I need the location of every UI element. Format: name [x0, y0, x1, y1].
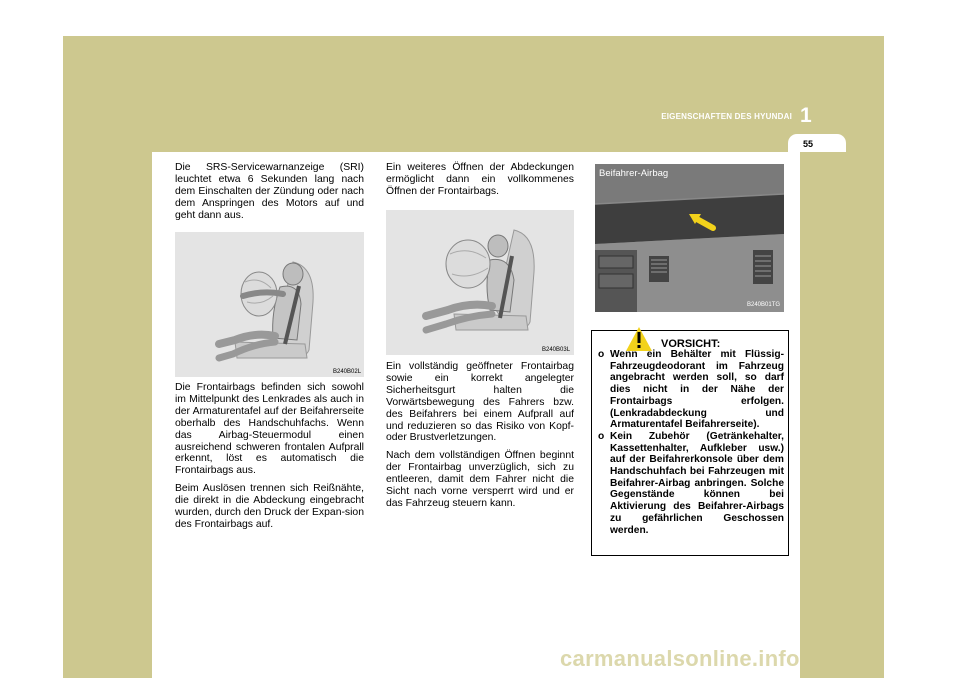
figure-code: B240B01TG	[747, 302, 781, 308]
caution-item-text: Wenn ein Behälter mit Flüssig-Fahrzeugdeodorant im Fahrzeug angebracht werden soll, so darf dies nicht in der Nähe der Frontairbags erfolgen. (Lenkradabdeckung und Armaturentafel Beifahrerseite).	[610, 349, 784, 431]
column-1	[175, 162, 364, 228]
caution-item-text: Kein Zubehör (Getränkehalter, Kassettenhalter, Aufkleber usw.) auf der Beifahrerkonsole über dem Handschuhfach bei Fahrzeugen mit Beifahrer-Airbag anbringen. Solche Gegenstände können bei Aktivierung des Beifahrer-Airbags zu gefährlichen Geschossen werden.	[610, 430, 784, 536]
paragraph: Die Frontairbags befinden sich sowohl im Mittelpunkt des Lenkrades als auch in der Armaturentafel auf der Beifahrerseite oberhalb des Handschuhfachs. Wenn das Airbag-Steuermodul einen ausreichend schweren frontalen Aufprall erkennt, löst es automatisch die Frontairbags aus.	[175, 382, 364, 477]
bullet: o	[598, 349, 605, 360]
column-1-lower	[175, 382, 364, 537]
list-item	[598, 431, 784, 536]
figure-code: B240B03L	[542, 347, 571, 353]
column-2-lower	[386, 361, 574, 516]
airbag-deploy-figure-1	[175, 232, 364, 377]
watermark: carmanualsonline.info	[560, 646, 800, 671]
paragraph: Beim Auslösen trennen sich Reißnähte, die direkt in die Abdeckung eingebracht wurden, durch den Druck der Expan-sion des Frontairbags auf.	[175, 483, 364, 530]
column-2	[386, 162, 574, 204]
passenger-airbag-figure	[595, 164, 784, 312]
chapter-number: 1	[800, 104, 812, 127]
paragraph: Nach dem vollständigen Öffnen beginnt der Frontairbag unverzüglich, sich zu entleeren, damit dem Fahrer nicht die Sicht nach vorne versperrt wird und er das Fahrzeug steuern kann.	[386, 450, 574, 509]
paragraph: Ein vollständig geöffneter Frontairbag sowie ein korrekt angelegter Sicherheitsgurt halten die Vorwärtsbewegung des Fahrers bzw. des Beifahrers bei einem Aufprall auf und reduzieren so das Risiko von Kopf- oder Brustverletzungen.	[386, 361, 574, 444]
bullet: o	[598, 430, 605, 442]
paragraph: Die SRS-Servicewarnanzeige (SRI) leuchtet etwa 6 Sekunden lang nach dem Einschalten der Zündung oder nach dem Anspringen des Motors auf und geht dann aus.	[175, 162, 364, 221]
page-number: 55	[802, 139, 813, 149]
figure-code: B240B02L	[333, 369, 362, 375]
section-title: EIGENSCHAFTEN DES HYUNDAI	[661, 112, 792, 121]
paragraph: Ein weiteres Öffnen der Abdeckungen ermöglicht dann ein vollkommenes Öffnen der Frontairbags.	[386, 162, 574, 197]
airbag-deploy-figure-2	[386, 210, 574, 355]
figure-label: Beifahrer-Airbag	[599, 168, 669, 179]
driver-airbag-illustration	[175, 232, 364, 377]
dashboard-photo	[595, 164, 784, 312]
list-item	[598, 349, 784, 431]
caution-box	[591, 330, 789, 556]
caution-list	[598, 349, 784, 536]
caution-title: VORSICHT:	[661, 338, 721, 350]
passenger-airbag-illustration	[386, 210, 574, 355]
